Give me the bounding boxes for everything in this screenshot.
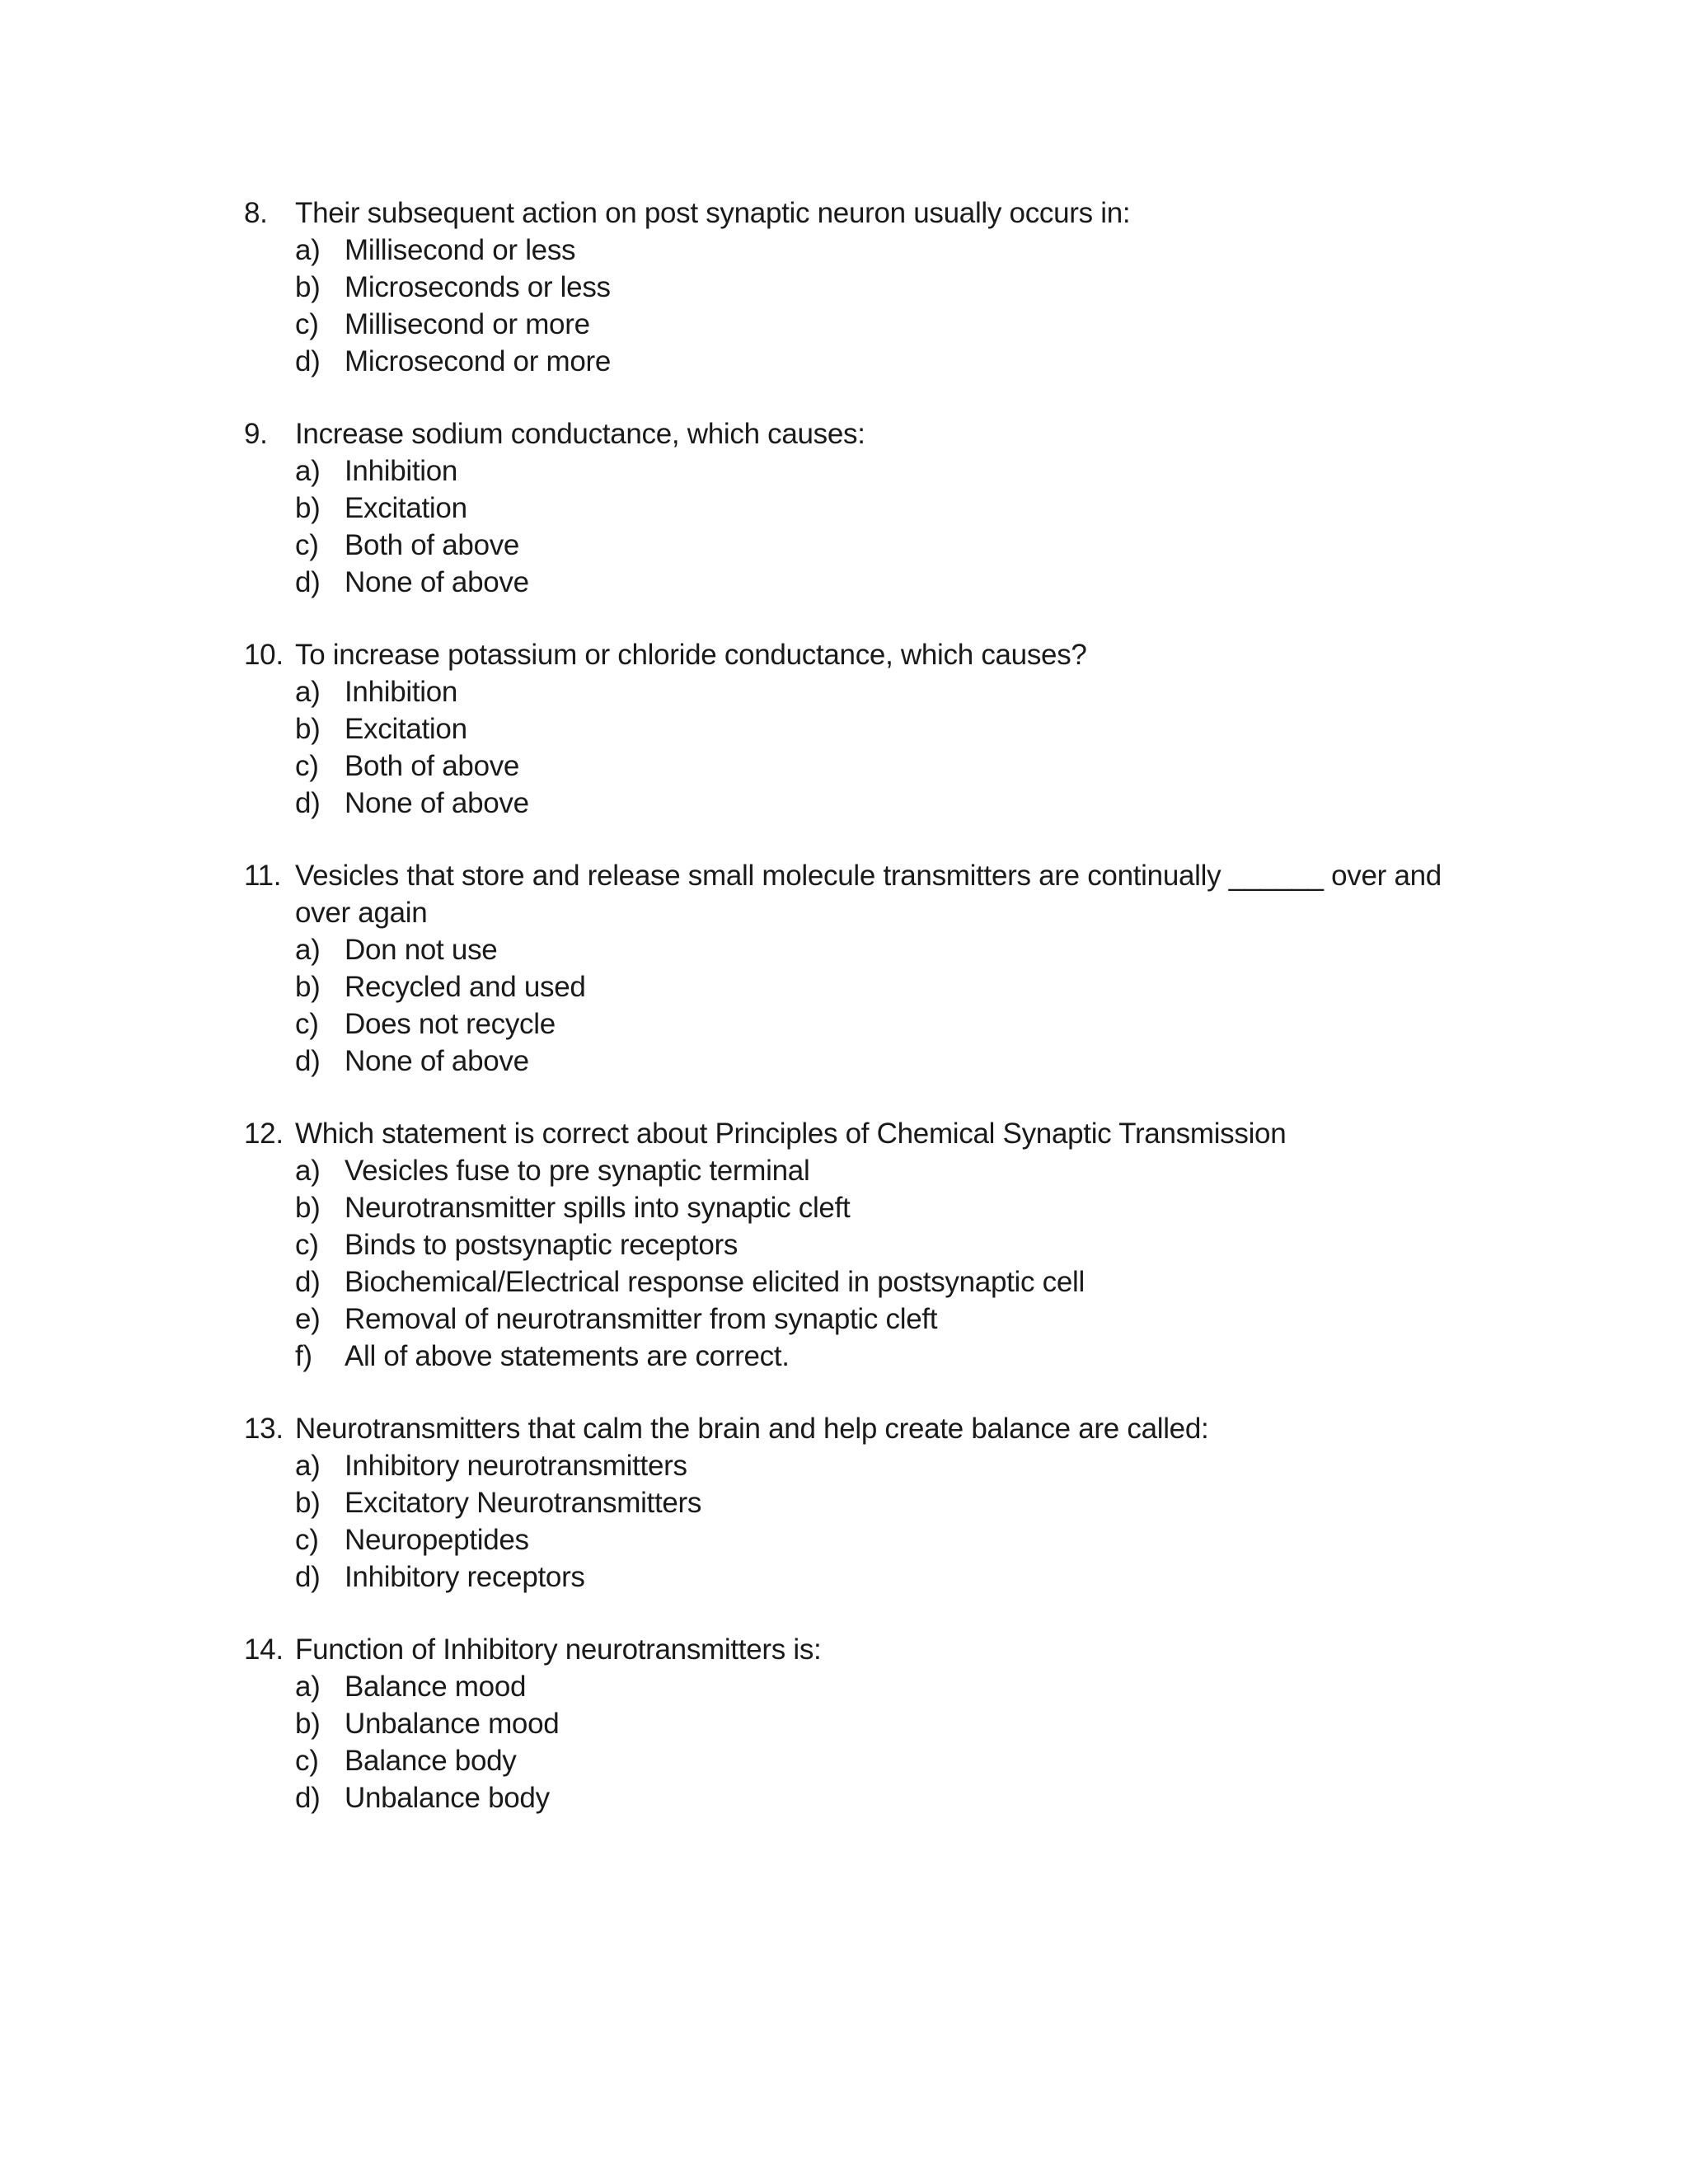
- question-line: [244, 194, 1497, 232]
- option-text: Removal of neurotransmitter from synaptic cleft: [345, 1303, 938, 1335]
- option-text: Inhibition: [345, 455, 458, 487]
- question-line: [244, 1115, 1497, 1152]
- question-number: 11.: [244, 860, 282, 892]
- question-text: Function of Inhibitory neurotransmitters is:: [295, 1633, 822, 1666]
- option-letter: c): [295, 750, 319, 782]
- option-letter: a): [295, 676, 321, 708]
- option-text: Don not use: [345, 934, 498, 966]
- option-letter: f): [295, 1340, 312, 1372]
- option-item: [244, 931, 1497, 968]
- option-list: [244, 452, 1497, 601]
- question-number: 8.: [244, 197, 268, 229]
- option-text: Both of above: [345, 750, 520, 782]
- option-text: Biochemical/Electrical response elicited in postsynaptic cell: [345, 1266, 1085, 1298]
- option-letter: b): [295, 971, 321, 1003]
- option-text: Inhibitory neurotransmitters: [345, 1450, 687, 1482]
- option-text: Recycled and used: [345, 971, 586, 1003]
- option-letter: a): [295, 1450, 321, 1482]
- question-block: [244, 415, 1497, 601]
- option-text: Excitation: [345, 713, 467, 745]
- option-text: Millisecond or less: [345, 234, 576, 266]
- option-text: Both of above: [345, 529, 520, 561]
- option-text: Unbalance body: [345, 1782, 550, 1814]
- option-text: Microsecond or more: [345, 345, 612, 377]
- question-line: [244, 1631, 1497, 1668]
- option-item: [244, 1189, 1497, 1226]
- option-item: [244, 1226, 1497, 1263]
- option-item: [244, 1301, 1497, 1338]
- option-letter: a): [295, 934, 321, 966]
- option-item: [244, 232, 1497, 269]
- question-list: [244, 194, 1497, 1852]
- option-letter: a): [295, 455, 321, 487]
- option-text: Balance body: [345, 1745, 517, 1777]
- question-number: 14.: [244, 1633, 284, 1666]
- question-line: [244, 857, 1497, 931]
- option-letter: b): [295, 271, 321, 303]
- option-text: Microseconds or less: [345, 271, 611, 303]
- question-line: [244, 1410, 1497, 1447]
- question-text: Vesicles that store and release small molecule transmitters are continually ______ over and over again: [295, 860, 1442, 929]
- option-letter: d): [295, 1266, 321, 1298]
- option-letter: d): [295, 1782, 321, 1814]
- option-text: Inhibitory receptors: [345, 1561, 585, 1593]
- option-text: None of above: [345, 787, 529, 819]
- option-item: [244, 1742, 1497, 1779]
- option-list: [244, 673, 1497, 822]
- option-text: Neuropeptides: [345, 1524, 529, 1556]
- option-text: Inhibition: [345, 676, 458, 708]
- option-letter: b): [295, 713, 321, 745]
- option-letter: a): [295, 1671, 321, 1703]
- question-text: Increase sodium conductance, which causes:: [295, 418, 865, 450]
- option-letter: d): [295, 566, 321, 598]
- question-text: Which statement is correct about Principles of Chemical Synaptic Transmission: [295, 1118, 1287, 1150]
- option-letter: b): [295, 1487, 321, 1519]
- option-letter: b): [295, 1708, 321, 1740]
- option-item: [244, 452, 1497, 490]
- question-block: [244, 857, 1497, 1080]
- option-letter: d): [295, 787, 321, 819]
- option-letter: d): [295, 1561, 321, 1593]
- question-number: 13.: [244, 1413, 284, 1445]
- option-list: [244, 931, 1497, 1080]
- option-item: [244, 1558, 1497, 1596]
- question-text: Their subsequent action on post synaptic neuron usually occurs in:: [295, 197, 1131, 229]
- option-item: [244, 968, 1497, 1005]
- option-item: [244, 1447, 1497, 1484]
- option-list: [244, 232, 1497, 380]
- option-item: [244, 1484, 1497, 1521]
- question-block: [244, 1410, 1497, 1596]
- question-number: 9.: [244, 418, 268, 450]
- question-block: [244, 1631, 1497, 1816]
- option-text: None of above: [345, 566, 529, 598]
- option-text: Does not recycle: [345, 1008, 556, 1040]
- option-item: [244, 1043, 1497, 1080]
- option-letter: a): [295, 234, 321, 266]
- option-item: [244, 1779, 1497, 1816]
- option-letter: c): [295, 1524, 319, 1556]
- option-letter: b): [295, 1192, 321, 1224]
- option-item: [244, 527, 1497, 564]
- option-text: Neurotransmitter spills into synaptic cleft: [345, 1192, 851, 1224]
- option-text: Excitation: [345, 492, 467, 524]
- question-number: 10.: [244, 639, 284, 671]
- option-text: Balance mood: [345, 1671, 527, 1703]
- option-item: [244, 269, 1497, 306]
- option-text: Excitatory Neurotransmitters: [345, 1487, 702, 1519]
- option-item: [244, 1263, 1497, 1301]
- option-item: [244, 673, 1497, 710]
- option-item: [244, 1705, 1497, 1742]
- option-letter: d): [295, 1045, 321, 1077]
- option-item: [244, 785, 1497, 822]
- option-letter: b): [295, 492, 321, 524]
- option-text: All of above statements are correct.: [345, 1340, 790, 1372]
- option-letter: a): [295, 1155, 321, 1187]
- question-line: [244, 636, 1497, 673]
- option-text: Millisecond or more: [345, 308, 590, 340]
- question-number: 12.: [244, 1118, 284, 1150]
- option-letter: c): [295, 1745, 319, 1777]
- option-letter: c): [295, 529, 319, 561]
- option-item: [244, 1668, 1497, 1705]
- option-item: [244, 1338, 1497, 1375]
- option-letter: c): [295, 1229, 319, 1261]
- option-item: [244, 1152, 1497, 1189]
- option-text: Unbalance mood: [345, 1708, 560, 1740]
- question-text: To increase potassium or chloride conductance, which causes?: [295, 639, 1087, 671]
- question-block: [244, 636, 1497, 822]
- option-letter: e): [295, 1303, 321, 1335]
- option-item: [244, 748, 1497, 785]
- option-text: None of above: [345, 1045, 529, 1077]
- option-text: Vesicles fuse to pre synaptic terminal: [345, 1155, 810, 1187]
- question-text: Neurotransmitters that calm the brain and help create balance are called:: [295, 1413, 1209, 1445]
- question-block: [244, 194, 1497, 380]
- option-letter: c): [295, 1008, 319, 1040]
- option-item: [244, 1005, 1497, 1043]
- option-item: [244, 343, 1497, 380]
- option-letter: d): [295, 345, 321, 377]
- option-list: [244, 1447, 1497, 1596]
- option-item: [244, 564, 1497, 601]
- option-list: [244, 1668, 1497, 1816]
- option-text: Binds to postsynaptic receptors: [345, 1229, 738, 1261]
- option-item: [244, 306, 1497, 343]
- option-item: [244, 710, 1497, 748]
- option-letter: c): [295, 308, 319, 340]
- question-line: [244, 415, 1497, 452]
- option-item: [244, 490, 1497, 527]
- question-block: [244, 1115, 1497, 1375]
- option-list: [244, 1152, 1497, 1375]
- option-item: [244, 1521, 1497, 1558]
